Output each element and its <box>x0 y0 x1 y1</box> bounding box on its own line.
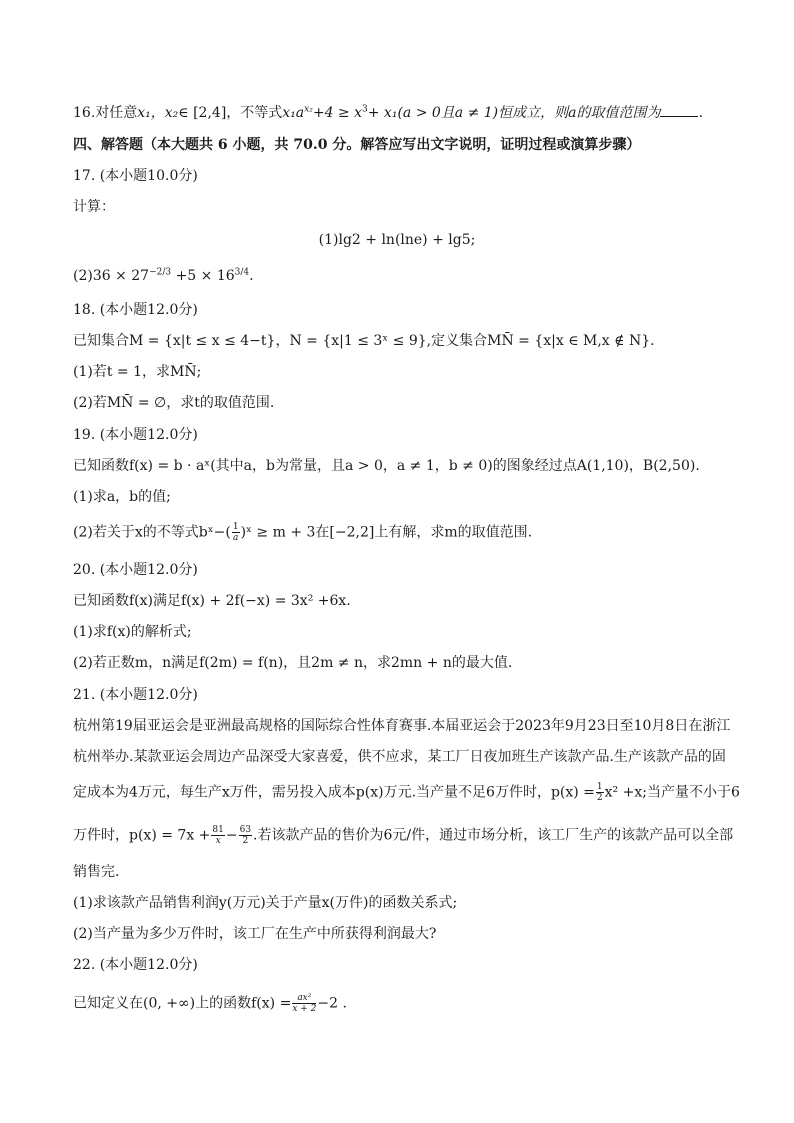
q20-text: 已知函数f(x)满足f(x) + 2f(−x) = 3x² +6x. <box>73 593 351 609</box>
q19-part2 <box>73 522 734 543</box>
q22-text-post: −2 . <box>317 995 347 1012</box>
q19-part2-post: )ˣ ≥ m + 3在[−2,2]上有解，求m的取值范围. <box>240 524 533 541</box>
q21-line4-pre: 万件时，p(x) = 7x + <box>73 827 211 844</box>
frac-num: ax² <box>292 993 316 1004</box>
q16-vars: x₁，x₂ <box>137 105 179 121</box>
q19-text: 已知函数f(x) = b · aˣ(其中a，b为常量，且a > 0，a ≠ 1，b ≠ 0)的图象经过点A(1,10)，B(2,50). <box>73 458 700 474</box>
q16-ineq-mid: +4 ≥ x <box>312 105 363 121</box>
q16-domain: ∈ [2,4]，不等式 <box>178 105 283 121</box>
q19-part1: (1)求a，b的值; <box>73 489 171 505</box>
q18-header: 18. (本小题12.0分) <box>73 302 198 318</box>
question-16 <box>73 103 734 123</box>
q21-line2: 杭州举办.某款亚运会周边产品深受大家喜爱，供不应求，某工厂日夜加班生产该款产品.生产该款产品的固 <box>73 749 726 765</box>
q19-part2-pre: (2)若关于x的不等式bˣ−( <box>73 524 231 541</box>
q19-header: 19. (本小题12.0分) <box>73 427 198 443</box>
q20-header: 20. (本小题12.0分) <box>73 562 198 578</box>
q21-line4 <box>73 825 734 846</box>
fraction-half <box>596 782 604 803</box>
q22-header: 22. (本小题12.0分) <box>73 957 198 973</box>
section-heading: 四、解答题（本大题共 6 小题，共 70.0 分。解答应写出文字说明，证明过程或演算步骤） <box>73 137 641 153</box>
fraction-1-over-a <box>232 522 240 543</box>
q21-part2: (2)当产量为多少万件时，该工厂在生产中所获得利润最大? <box>73 926 437 942</box>
q17-intro: 计算： <box>73 199 115 215</box>
q16-exp3: 3 <box>362 104 368 115</box>
q17-part2-mid: +5 × 16 <box>171 268 235 284</box>
q22-text <box>73 993 734 1014</box>
frac-den: a <box>233 533 239 543</box>
q16-end: . <box>698 105 703 121</box>
q17-part2-end: . <box>249 268 254 284</box>
q17-header: 17. (本小题10.0分) <box>73 168 198 184</box>
q17-part2-prefix: (2)36 × 27 <box>73 268 150 284</box>
q16-prefix: 16.对任意 <box>73 105 138 121</box>
frac-num: 1 <box>596 782 603 792</box>
frac-num: 1 <box>232 522 239 532</box>
q21-header: 21. (本小题12.0分) <box>73 687 198 703</box>
frac-den: 2 <box>242 836 249 846</box>
fraction-63-over-2 <box>239 825 252 846</box>
q21-line5: 销售完. <box>73 864 120 880</box>
q21-line1: 杭州第19届亚运会是亚洲最高规格的国际综合性体育赛事.本届亚运会于2023年9月23日至10月8日在浙江 <box>73 718 731 734</box>
frac-num: 63 <box>239 825 252 835</box>
answer-blank <box>660 104 698 117</box>
q20-part2: (2)若正数m，n满足f(2m) = f(n)，且2m ≠ n，求2mn + n的最大值. <box>73 655 513 671</box>
q21-part1: (1)求该款产品销售利润y(万元)关于产量x(万件)的函数关系式; <box>73 895 458 911</box>
q21-line3-post: x² +x;当产量不小于6 <box>604 784 740 801</box>
q17-part1: (1)lg2 + ln(lne) + lg5; <box>318 232 476 248</box>
fraction-81-over-x <box>211 825 224 846</box>
exp-neg-2-3: −2/3 <box>149 267 172 278</box>
frac-den: 2 <box>596 793 603 803</box>
q20-part1: (1)求f(x)的解析式; <box>73 624 192 640</box>
exp-3-4: 3/4 <box>234 267 250 278</box>
q18-part2: (2)若MN̄ = ∅，求t的取值范围. <box>73 395 275 411</box>
q18-text: 已知集合M = {x|t ≤ x ≤ 4−t}，N = {x|1 ≤ 3ˣ ≤ 9},定义集合MN̄ = {x|x ∈ M,x ∉ N}. <box>73 333 655 349</box>
frac-num: 81 <box>212 825 224 835</box>
q18-part1: (1)若t = 1，求MN̄; <box>73 364 202 380</box>
frac-den: x <box>215 836 221 846</box>
q21-line4-end: .若该款产品的售价为6元/件，通过市场分析，该工厂生产的该款产品可以全部 <box>253 827 734 844</box>
q16-exp: x₂ <box>304 104 313 115</box>
q22-text-pre: 已知定义在(0, +∞)上的函数f(x) = <box>73 995 292 1012</box>
q21-line4-minus: − <box>225 827 238 844</box>
q17-part2 <box>73 266 734 286</box>
frac-den: x + 2 <box>292 1004 317 1014</box>
q16-ineq-right: + x₁(a > 0且a ≠ 1)恒成立，则a的取值范围为 <box>367 105 661 121</box>
fraction-ax2-over-x-plus-2 <box>292 993 316 1014</box>
q16-ineq-left: x₁a <box>282 105 305 121</box>
q21-line3-pre: 定成本为4万元，每生产x万件，需另投入成本p(x)万元.当产量不足6万件时，p(x) = <box>73 784 595 801</box>
q21-line3 <box>73 782 740 803</box>
